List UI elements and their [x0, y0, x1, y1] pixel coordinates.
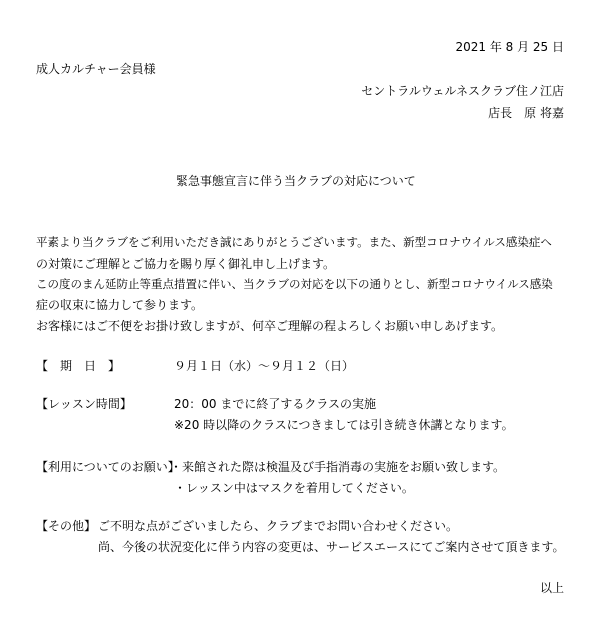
recipient: 成人カルチャー会員様: [36, 62, 156, 76]
body-line-2: の対策にご理解とご協力を賜り厚く御礼申し上げます。: [36, 257, 336, 271]
sender-person: 店長 原 将嘉: [488, 106, 564, 120]
lesson-label: 【レッスン時間】: [36, 397, 132, 411]
body-line-3: この度のまん延防止等重点措置に伴い、当クラブの対応を以下の通りとし、新型コロナウイルス感染: [36, 277, 553, 291]
other-line-1: ご不明な点がございましたら、クラブまでお問い合わせください。: [98, 519, 459, 533]
period-value: ９月１日（水）～９月１２（日）: [174, 359, 355, 373]
period-label: 【 期 日 】: [36, 359, 121, 373]
document-title: 緊急事態宣言に伴う当クラブの対応について: [176, 174, 416, 188]
other-line-2: 尚、今後の状況変化に伴う内容の変更は、サービスエースにてご案内させて頂きます。: [98, 540, 565, 554]
lesson-value: 20：00 までに終了するクラスの実施: [174, 397, 376, 411]
other-label: 【その他】: [36, 519, 97, 533]
lesson-note: ※20 時以降のクラスにつきましては引き続き休講となります。: [174, 418, 514, 432]
sender-organization: セントラルウェルネスクラブ住ノ江店: [361, 84, 564, 98]
usage-label: 【利用についてのお願い】: [36, 460, 180, 474]
usage-item-1: ・来館された際は検温及び手指消毒の実施をお願い致します。: [170, 460, 506, 474]
body-line-5: お客様にはご不便をお掛け致しますが、何卒ご理解の程よろしくお願い申しあげます。: [36, 319, 504, 333]
closing-mark: 以上: [539, 581, 564, 595]
document-date: 2021 年 8 月 25 日: [455, 40, 564, 54]
usage-item-2: ・レッスン中はマスクを着用してください。: [174, 481, 414, 495]
body-line-1: 平素より当クラブをご利用いただき誠にありがとうございます。また、新型コロナウイルス感染症へ: [36, 235, 552, 249]
body-line-4: 症の収束に協力して参ります。: [36, 298, 204, 312]
